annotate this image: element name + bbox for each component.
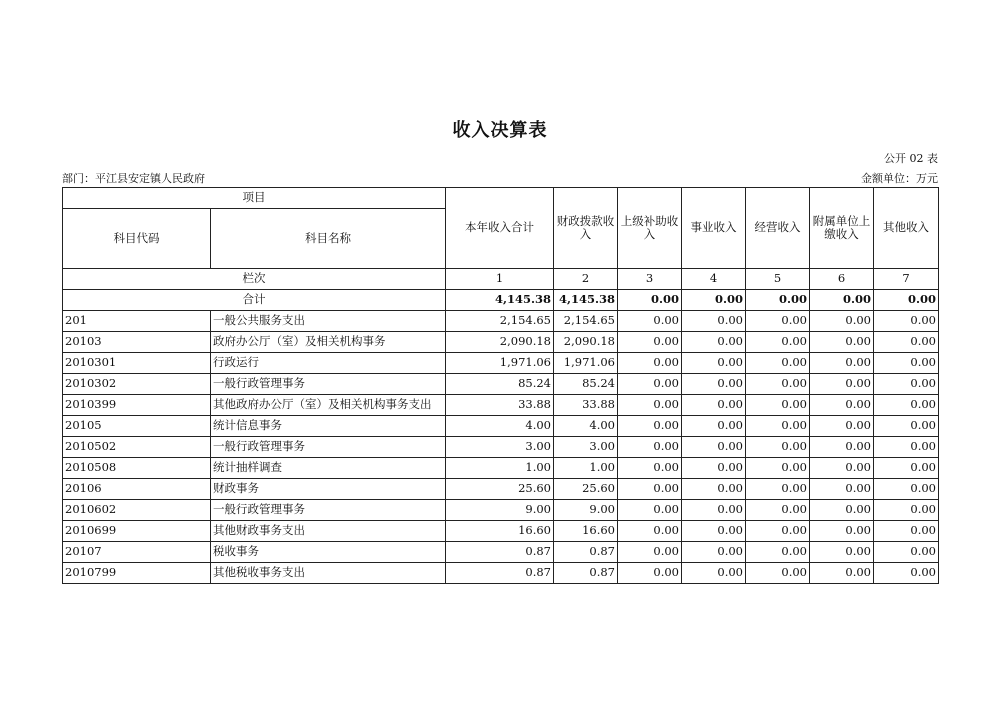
amount-cell: 0.00 [874,332,939,353]
total-value: 4,145.38 [446,290,554,311]
amount-cell: 0.00 [874,563,939,584]
amount-cell: 16.60 [446,521,554,542]
amount-cell: 0.00 [874,542,939,563]
amount-cell: 0.00 [810,416,874,437]
header-operating: 经营收入 [746,188,810,269]
amount-cell: 0.00 [618,437,682,458]
amount-cell: 0.00 [682,563,746,584]
amount-cell: 0.00 [682,332,746,353]
amount-cell: 0.00 [874,437,939,458]
index-col: 5 [746,269,810,290]
amount-cell: 2,154.65 [554,311,618,332]
index-col: 6 [810,269,874,290]
header-business: 事业收入 [682,188,746,269]
subject-code-cell: 20106 [63,479,211,500]
amount-cell: 0.00 [810,332,874,353]
subject-name-cell: 财政事务 [211,479,446,500]
amount-cell: 25.60 [446,479,554,500]
amount-cell: 0.00 [682,437,746,458]
amount-cell: 0.00 [618,332,682,353]
table-row [63,458,939,479]
amount-cell: 0.87 [446,563,554,584]
amount-cell: 0.00 [682,458,746,479]
header-total: 本年收入合计 [446,188,554,269]
amount-cell: 0.87 [446,542,554,563]
total-value: 4,145.38 [554,290,618,311]
total-value: 0.00 [682,290,746,311]
amount-cell: 0.87 [554,542,618,563]
table-row [63,332,939,353]
subject-name-cell: 其他政府办公厅（室）及相关机构事务支出 [211,395,446,416]
page-title: 收入决算表 [452,120,548,141]
table-row [63,437,939,458]
income-report-table [62,187,939,584]
subject-name-cell: 税收事务 [211,542,446,563]
amount-cell: 16.60 [554,521,618,542]
amount-cell: 1.00 [554,458,618,479]
amount-cell: 85.24 [446,374,554,395]
amount-cell: 0.00 [746,332,810,353]
subject-name-cell: 行政运行 [211,353,446,374]
subject-name-cell: 统计信息事务 [211,416,446,437]
amount-cell: 0.00 [618,458,682,479]
amount-cell: 0.00 [618,395,682,416]
index-col: 7 [874,269,939,290]
total-value: 0.00 [746,290,810,311]
total-label: 合计 [63,290,446,311]
amount-cell: 1,971.06 [554,353,618,374]
amount-cell: 0.00 [618,521,682,542]
amount-cell: 0.00 [618,563,682,584]
amount-cell: 0.00 [746,479,810,500]
amount-cell: 1.00 [446,458,554,479]
index-col: 1 [446,269,554,290]
amount-cell: 0.00 [618,500,682,521]
total-value: 0.00 [618,290,682,311]
subject-name-cell: 其他财政事务支出 [211,521,446,542]
amount-cell: 0.00 [810,311,874,332]
table-row [63,479,939,500]
amount-cell: 0.00 [810,374,874,395]
subject-name-cell: 一般行政管理事务 [211,437,446,458]
amount-unit-label: 金额单位：万元 [861,172,938,185]
table-row [63,416,939,437]
amount-cell: 0.00 [746,500,810,521]
amount-cell: 0.00 [682,542,746,563]
subject-name-cell: 统计抽样调查 [211,458,446,479]
amount-cell: 0.00 [810,500,874,521]
subject-code-cell: 2010399 [63,395,211,416]
amount-cell: 0.00 [682,479,746,500]
amount-cell: 0.87 [554,563,618,584]
amount-cell: 0.00 [682,353,746,374]
subject-code-cell: 2010799 [63,563,211,584]
form-number: 公开 02 表 [884,152,938,165]
header-row-1 [63,188,939,209]
amount-cell: 2,154.65 [446,311,554,332]
amount-cell: 2,090.18 [554,332,618,353]
subject-code-cell: 2010302 [63,374,211,395]
subject-name-cell: 一般公共服务支出 [211,311,446,332]
header-superior: 上级补助收入 [618,188,682,269]
amount-cell: 0.00 [874,353,939,374]
index-label: 栏次 [63,269,446,290]
amount-cell: 0.00 [746,353,810,374]
amount-cell: 0.00 [874,479,939,500]
amount-cell: 0.00 [810,542,874,563]
index-row [63,269,939,290]
header-code: 科目代码 [63,209,211,269]
subject-code-cell: 2010602 [63,500,211,521]
amount-cell: 0.00 [746,542,810,563]
table-row [63,563,939,584]
amount-cell: 0.00 [618,353,682,374]
amount-cell: 0.00 [746,437,810,458]
amount-cell: 9.00 [446,500,554,521]
amount-cell: 0.00 [746,416,810,437]
amount-cell: 0.00 [746,458,810,479]
amount-cell: 33.88 [554,395,618,416]
amount-cell: 0.00 [810,353,874,374]
amount-cell: 0.00 [618,542,682,563]
amount-cell: 33.88 [446,395,554,416]
amount-cell: 0.00 [810,437,874,458]
amount-cell: 0.00 [874,458,939,479]
subject-code-cell: 2010502 [63,437,211,458]
header-other: 其他收入 [874,188,939,269]
table-row [63,521,939,542]
amount-cell: 0.00 [874,395,939,416]
subject-code-cell: 20105 [63,416,211,437]
subject-code-cell: 20103 [63,332,211,353]
amount-cell: 0.00 [682,500,746,521]
amount-cell: 0.00 [746,311,810,332]
table-row [63,311,939,332]
table-row [63,542,939,563]
subject-code-cell: 20107 [63,542,211,563]
subject-name-cell: 政府办公厅（室）及相关机构事务 [211,332,446,353]
amount-cell: 85.24 [554,374,618,395]
header-fiscal: 财政拨款收入 [554,188,618,269]
amount-cell: 0.00 [618,416,682,437]
header-project: 项目 [63,188,446,209]
amount-cell: 0.00 [874,416,939,437]
amount-cell: 25.60 [554,479,618,500]
amount-cell: 3.00 [554,437,618,458]
amount-cell: 0.00 [682,416,746,437]
amount-cell: 0.00 [682,311,746,332]
subject-code-cell: 2010699 [63,521,211,542]
amount-cell: 0.00 [682,521,746,542]
amount-cell: 0.00 [874,521,939,542]
amount-cell: 0.00 [682,395,746,416]
amount-cell: 0.00 [810,395,874,416]
amount-cell: 0.00 [618,374,682,395]
amount-cell: 0.00 [746,563,810,584]
total-row [63,290,939,311]
table-row [63,500,939,521]
amount-cell: 0.00 [746,395,810,416]
subject-code-cell: 2010508 [63,458,211,479]
amount-cell: 1,971.06 [446,353,554,374]
amount-cell: 0.00 [682,374,746,395]
subject-name-cell: 其他税收事务支出 [211,563,446,584]
index-col: 2 [554,269,618,290]
amount-cell: 0.00 [746,374,810,395]
header-affiliate: 附属单位上缴收入 [810,188,874,269]
amount-cell: 0.00 [810,458,874,479]
header-name: 科目名称 [211,209,446,269]
amount-cell: 0.00 [618,479,682,500]
amount-cell: 0.00 [810,521,874,542]
subject-code-cell: 2010301 [63,353,211,374]
amount-cell: 0.00 [874,500,939,521]
amount-cell: 0.00 [618,311,682,332]
amount-cell: 4.00 [446,416,554,437]
total-value: 0.00 [874,290,939,311]
amount-cell: 2,090.18 [446,332,554,353]
table-row [63,374,939,395]
subject-code-cell: 201 [63,311,211,332]
department-label: 部门：平江县安定镇人民政府 [62,172,205,185]
amount-cell: 0.00 [810,563,874,584]
amount-cell: 3.00 [446,437,554,458]
subject-name-cell: 一般行政管理事务 [211,374,446,395]
amount-cell: 0.00 [746,521,810,542]
amount-cell: 4.00 [554,416,618,437]
index-col: 3 [618,269,682,290]
table-row [63,353,939,374]
table-row [63,395,939,416]
amount-cell: 9.00 [554,500,618,521]
subject-name-cell: 一般行政管理事务 [211,500,446,521]
amount-cell: 0.00 [874,374,939,395]
total-value: 0.00 [810,290,874,311]
amount-cell: 0.00 [874,311,939,332]
amount-cell: 0.00 [810,479,874,500]
index-col: 4 [682,269,746,290]
